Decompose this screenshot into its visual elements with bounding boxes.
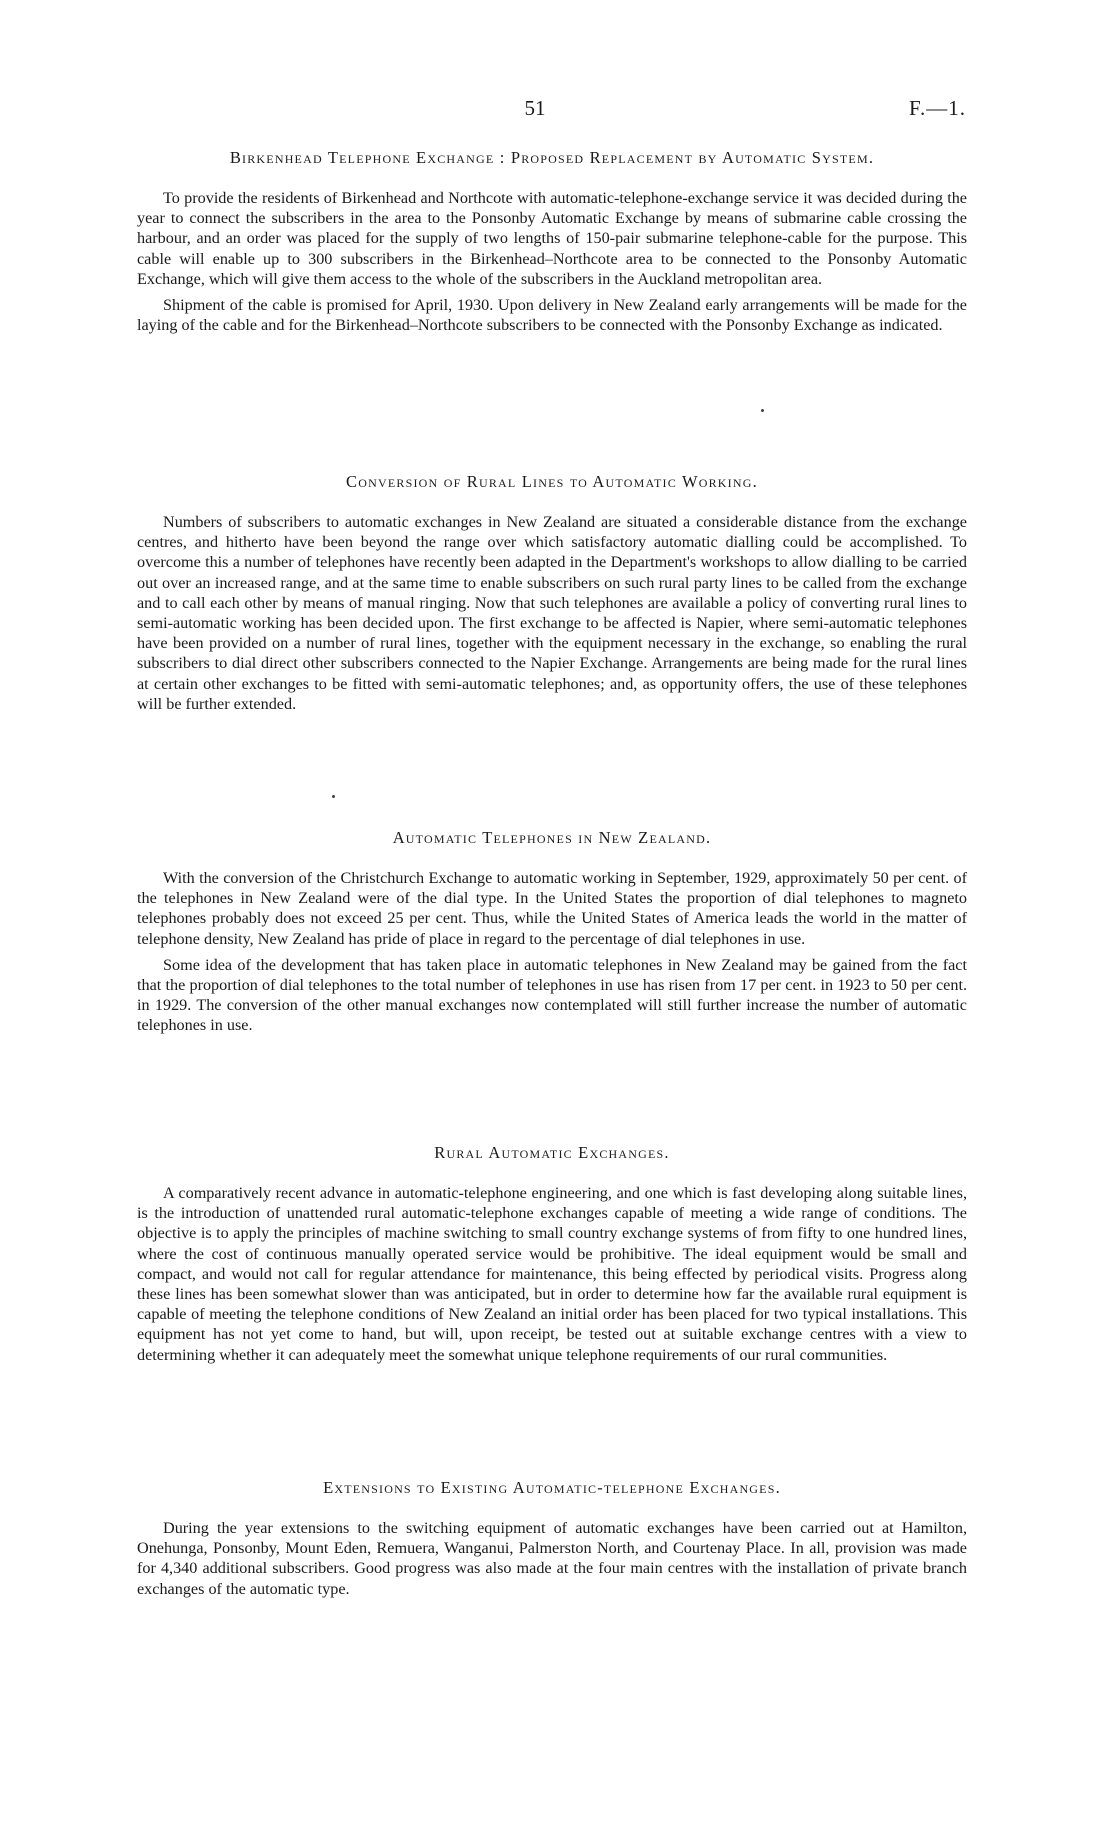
section-birkenhead-exchange	[137, 148, 967, 341]
paragraph: During the year extensions to the switching equipment of automatic exchanges have been carried out at Hamilton, Onehunga, Ponsonby, Mount Eden, Remuera, Wanganui, Palmerston North, and Courtenay Place. In all, provision was made for 4,340 additional subscribers. Good progress was also made at the four main centres with the installation of private branch exchanges of the automatic type.	[137, 1519, 967, 1598]
paragraph: With the conversion of the Christchurch Exchange to automatic working in September, 1929, approximately 50 per cent. of the telephones in New Zealand were of the dial type. In the United States the proportion of dial telephones to magneto telephones probably does not exceed 25 per cent. Thus, while the United States of America leads the world in the matter of telephone density, New Zealand has pride of place in regard to the percentage of dial telephones in use.	[137, 869, 967, 948]
section-rural-automatic-exchanges	[137, 1143, 967, 1371]
section-heading: Conversion of Rural Lines to Automatic Working.	[346, 472, 758, 491]
paragraph: Numbers of subscribers to automatic exchanges in New Zealand are situated a considerable distance from the exchange centres, and hitherto have been beyond the range over which satisfactory automatic dialling could be accomplished. To overcome this a number of telephones have recently been adapted in the Department's workshops to allow dialling to be carried out over an increased range, and at the same time to enable subscribers on such rural party lines to be called from the exchange and to call each other by means of manual ringing. Now that such telephones are available a policy of converting rural lines to semi-automatic working has been decided upon. The first exchange to be affected is Napier, where semi-automatic telephones have been provided on a number of rural lines, together with the equipment necessary in the exchange, so enabling the rural subscribers to dial direct other subscribers connected to the Napier Exchange. Arrangements are being made for the rural lines at certain other exchanges to be fitted with semi-automatic telephones; and, as opportunity offers, the use of these telephones will be further extended.	[137, 513, 967, 713]
paragraph: Some idea of the development that has taken place in automatic telephones in New Zealand may be gained from the fact that the proportion of dial telephones to the total number of telephones in use has risen from 17 per cent. in 1923 to 50 per cent. in 1929. The conversion of the other manual exchanges now contemplated will still further increase the number of automatic telephones in use.	[137, 955, 967, 1035]
page-number: 51	[524, 96, 546, 120]
page-reference: F.—1.	[909, 96, 966, 120]
section-extensions-exchanges	[137, 1478, 967, 1605]
paragraph: Shipment of the cable is promised for April, 1930. Upon delivery in New Zealand early arrangements will be made for the laying of the cable and for the Birkenhead–Northcote subscribers to be connected with the Ponsonby Exchange as indicated.	[137, 296, 967, 335]
section-automatic-telephones-nz	[137, 828, 967, 1042]
paragraph: To provide the residents of Birkenhead and Northcote with automatic-telephone-exchange service it was decided during the year to connect the subscribers in the area to the Ponsonby Automatic Exchange by means of submarine cable crossing the harbour, and an order was placed for the supply of two lengths of 150-pair submarine telephone-cable for the purpose. This cable will enable up to 300 subscribers in the Birkenhead–Northcote area to be connected to the Ponsonby Automatic Exchange, which will give them access to the whole of the subscribers in the Auckland metropolitan area.	[137, 189, 967, 288]
section-heading: Automatic Telephones in New Zealand.	[392, 828, 712, 847]
scan-speck	[332, 795, 335, 798]
section-conversion-rural-lines	[137, 472, 967, 720]
scan-speck	[761, 409, 764, 412]
paragraph: A comparatively recent advance in automatic-telephone engineering, and one which is fast developing along suitable lines, is the introduction of unattended rural automatic-telephone exchanges capable of meeting a wide range of conditions. The objective is to apply the principles of machine switching to small country exchange systems of from fifty to one hundred lines, where the cost of continuous manually operated service would be prohibitive. The ideal equipment would be small and compact, and would not call for regular attendance for maintenance, this being effected by periodical visits. Progress along these lines has been somewhat slower than was anticipated, but in order to determine how far the available rural equipment is capable of meeting the telephone conditions of New Zealand an initial order has been placed for two typical installations. This equipment has not yet come to hand, but will, upon receipt, be tested out at suitable exchange centres with a view to determining whether it can adequately meet the somewhat unique telephone requirements of our rural communities.	[137, 1184, 967, 1364]
section-heading: Extensions to Existing Automatic-telephone Exchanges.	[323, 1478, 781, 1497]
section-heading: Birkenhead Telephone Exchange : Proposed Replacement by Automatic System.	[229, 148, 875, 167]
section-heading: Rural Automatic Exchanges.	[434, 1143, 670, 1162]
